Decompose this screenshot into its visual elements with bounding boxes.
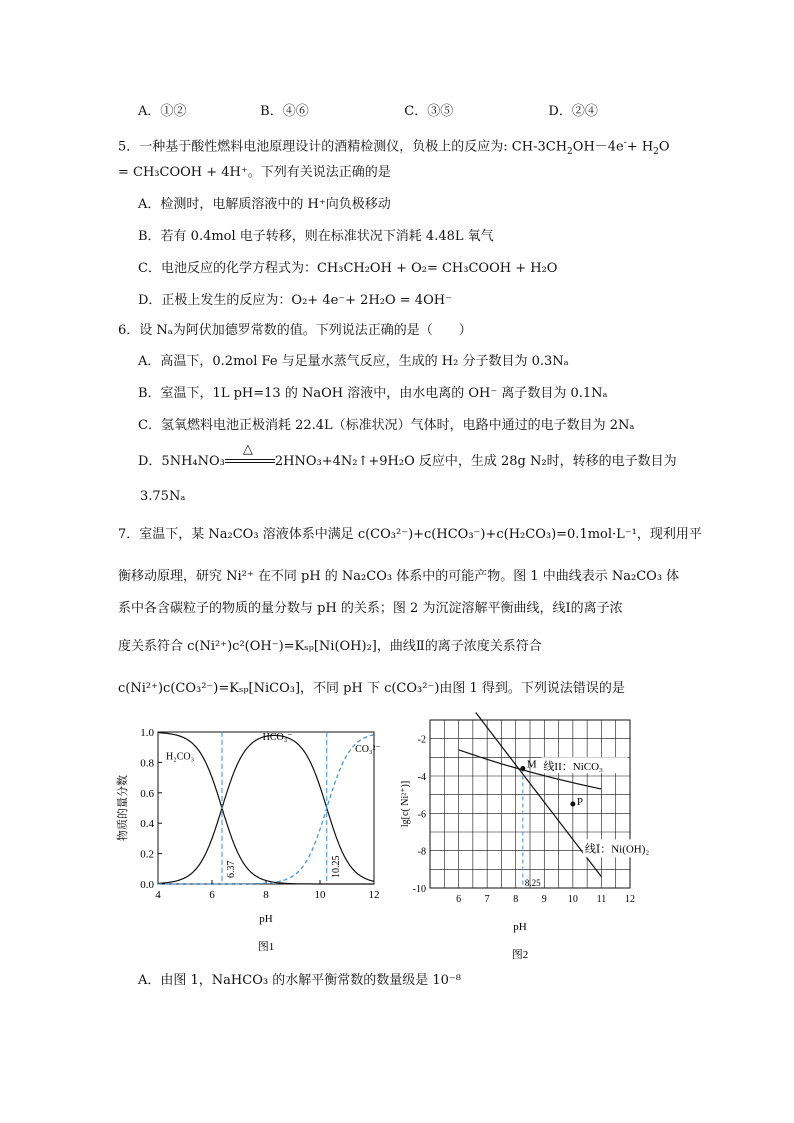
q4-option-d: D．②④: [548, 104, 598, 119]
q6-stem: 6．设 Nₐ为阿伏加德罗常数的值。下列说法正确的是（ ）: [118, 323, 472, 338]
q4-options: [138, 103, 598, 121]
fig1-xtick-label: 8: [263, 889, 269, 901]
fig1-xlabel: pH: [259, 913, 273, 925]
reaction-arrow: [225, 441, 275, 469]
fig2-label-line2: 线II：NiCO₃: [543, 761, 603, 774]
fig1-xtick-label: 12: [368, 889, 380, 901]
q5-stem-line2: = CH₃COOH + 4H⁺。下列有关说法正确的是: [118, 165, 391, 180]
fig2-ylabel: lg[c( Ni²⁺)]: [400, 780, 411, 828]
q4-option-a: A．①②: [138, 104, 187, 119]
q7-line3: 系中各含碳粒子的物质的量分数与 pH 的关系；图 2 为沉淀溶解平衡曲线，线Ⅰ的离子浓: [118, 601, 623, 616]
q5-stem-line1: 5．一种基于酸性燃料电池原理设计的酒精检测仪，负极上的反应为: $CH-3CH_2OH-4e^-+ H_2O$: [118, 138, 670, 157]
figure-1-chart: [108, 720, 398, 960]
fig1-caption: 图1: [257, 941, 275, 953]
q7-option-a: A．由图 1，NaHCO₃ 的水解平衡常数的数量级是 10⁻⁸: [138, 973, 461, 988]
q6-option-a: A．高温下，0.2mol Fe 与足量水蒸气反应，生成的 H₂ 分子数目为 0.3Nₐ: [138, 354, 569, 369]
q7-line5: c(Ni²⁺)c(CO₃²⁻)=Kₛₚ[NiCO₃]，不同 pH 下 c(CO₃²⁻)由图 1 得到。下列说法错误的是: [118, 681, 625, 696]
fig2-xtick-label: 7: [484, 894, 490, 905]
q7-line2: 衡移动原理，研究 Ni²⁺ 在不同 pH 的 Na₂CO₃ 体系中的可能产物。图 1 中曲线表示 Na₂CO₃ 体: [118, 569, 680, 584]
fig2-point-m: [520, 766, 525, 771]
fig2-xtick-label: 11: [596, 894, 607, 905]
fig2-xtick-label: 8: [513, 894, 519, 905]
q5-option-c: C．电池反应的化学方程式为：CH₃CH₂OH + O₂= CH₃COOH + H₂O: [138, 261, 558, 276]
fig1-xtick-label: 10: [314, 889, 326, 901]
fig2-xtick-label: 6: [456, 894, 462, 905]
fig1-ytick-label: 0.6: [140, 787, 154, 800]
fig1-ytick-label: 0.4: [140, 818, 154, 831]
q4-option-b: B．④⑥: [260, 104, 309, 119]
fig2-xtick-label: 12: [625, 894, 635, 905]
fig2-label-m: M: [526, 758, 537, 771]
fig1-label-h2co3: H₂CO₃: [166, 751, 195, 763]
fig2-point-p: [570, 802, 575, 807]
fig1-marker-label: 10.25: [330, 855, 342, 878]
fig2-x825-label: 8.25: [524, 878, 541, 888]
fig2-xlabel: pH: [513, 921, 527, 933]
q6-option-b: B．室温下，1L pH=13 的 NaOH 溶液中，由水电离的 OH⁻ 离子数目为 0.1Nₐ: [138, 386, 608, 401]
q7-line1: 7．室温下，某 Na₂CO₃ 溶液体系中满足 c(CO₃²⁻)+c(HCO₃⁻)+c(H₂CO₃)=0.1mol·L⁻¹，现利用平: [118, 527, 702, 542]
fig2-label-line1: 线Ⅰ：Ni(OH)₂: [584, 843, 650, 856]
fig2-label-p: P: [576, 796, 583, 808]
fig1-ytick-label: 1.0: [140, 727, 154, 739]
q7-line4: 度关系符合 c(Ni²⁺)c²(OH⁻)=Kₛₚ[Ni(OH)₂]，曲线Ⅱ的离子浓度关系符合: [118, 639, 542, 654]
q6-option-c: C．氢氧燃料电池正极消耗 22.4L（标准状况）气体时，电路中通过的电子数目为 2Nₐ: [138, 418, 635, 433]
fig2-xtick-label: 9: [541, 894, 547, 905]
fig1-marker-label: 6.37: [225, 860, 237, 878]
fig1-xtick-label: 6: [209, 889, 215, 901]
fig2-xtick-label: 10: [567, 894, 578, 905]
fig2-caption: 图2: [511, 949, 529, 961]
q6-option-d: D．5NH₄NO₃ △ 2HNO₃+4N₂↑+9H₂O 反应中，生成 28g N₂时，转移的电子数目为: [138, 441, 677, 469]
fig1-xtick-label: 4: [155, 889, 161, 901]
fig1-ylabel: 物质的量分数: [117, 775, 129, 841]
q5-option-d: D．正极上发生的反应为：O₂+ 4e⁻+ 2H₂O = 4OH⁻: [138, 293, 452, 308]
fig2-ytick-label: -2: [417, 734, 426, 746]
q5-option-b: B．若有 0.4mol 电子转移，则在标准状况下消耗 4.48L 氧气: [138, 229, 494, 244]
fig1-label-co3: CO₃²⁻: [355, 743, 381, 755]
q6-option-d-cont: 3.75Nₐ: [140, 489, 186, 504]
q5-option-a: A．检测时，电解质溶液中的 H⁺向负极移动: [138, 197, 391, 212]
fig1-ytick-label: 0.8: [140, 757, 154, 770]
fig2-ytick-label: -8: [417, 846, 426, 858]
figure-2-chart: [400, 714, 650, 961]
heat-triangle-icon: △: [242, 441, 253, 457]
fig1-ytick-label: 0.2: [140, 848, 154, 861]
fig2-ytick-label: -6: [417, 809, 426, 821]
fig2-ytick-label: -4: [417, 772, 426, 783]
fig1-label-hco3: HCO₃⁻: [262, 732, 293, 744]
fig2-ytick-label: -10: [412, 884, 426, 895]
q4-option-c: C．③⑤: [404, 104, 454, 119]
fig1-ytick-label: 0.0: [140, 879, 154, 891]
